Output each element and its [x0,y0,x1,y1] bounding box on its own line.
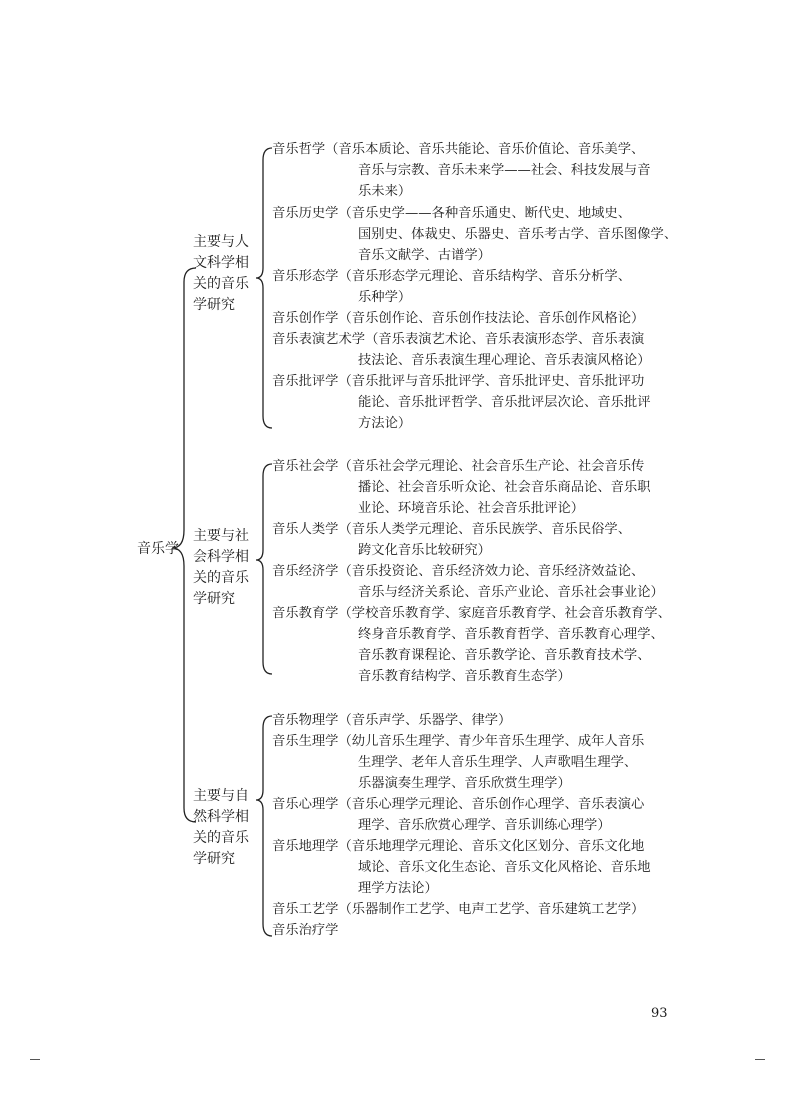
entry-music-psychology: 音乐心理学（音乐心理学元理论、音乐创作心理学、音乐表演心 理学、音乐欣赏心理学、音乐训练心理学） [272,797,645,833]
entry-music-education: 音乐教育学（学校音乐教育学、家庭音乐教育学、社会音乐教育学、 终身音乐教育学、音乐教育哲学、音乐教育心理学、 音乐教育课程论、音乐教学论、音乐教育技术学、 音乐教育结构学、音乐教育生态学） [272,606,671,684]
entry-music-anthropology: 音乐人类学（音乐人类学元理论、音乐民族学、音乐民俗学、 跨文化音乐比较研究） [272,522,632,558]
entry-music-criticism: 音乐批评学（音乐批评与音乐批评学、音乐批评史、音乐批评功 能论、音乐批评哲学、音乐批评层次论、音乐批评 方法论） [272,374,651,431]
category-natural-sciences: 主要与自 然科学相 关的音乐 学研究 [193,788,249,867]
entry-music-sociology: 音乐社会学（音乐社会学元理论、社会音乐生产论、社会音乐传 播论、社会音乐听众论、社会音乐商品论、音乐职 业论、环境音乐论、社会音乐批评论） [272,459,651,516]
entry-music-physiology: 音乐生理学（幼儿音乐生理学、青少年音乐生理学、成年人音乐 生理学、老年人音乐生理学、人声歌唱生理学、 乐器演奏生理学、音乐欣赏生理学） [272,734,645,791]
entry-music-morphology: 音乐形态学（音乐形态学元理论、音乐结构学、音乐分析学、 乐种学） [272,269,632,305]
entry-music-philosophy: 音乐哲学（音乐本质论、音乐共能论、音乐价值论、音乐美学、 音乐与宗教、音乐未来学——社会、科技发展与音 乐未来） [272,142,651,199]
entry-music-history: 音乐历史学（音乐史学——各种音乐通史、断代史、地域史、 国别史、体裁史、乐器史、音乐考古学、音乐图像学、 音乐文献学、古谱学） [272,206,678,263]
entry-music-economics: 音乐经济学（音乐投资论、音乐经济效力论、音乐经济效益论、 音乐与经济关系论、音乐产业论、音乐社会事业论） [272,564,664,600]
crop-mark-left [30,1059,40,1060]
page-number: 93 [651,1006,668,1021]
category-social-sciences: 主要与社 会科学相 关的音乐 学研究 [193,528,249,607]
crop-mark-right [755,1059,765,1060]
entry-music-performance: 音乐表演艺术学（音乐表演艺术论、音乐表演形态学、音乐表演 技法论、音乐表演生理心理论、音乐表演风格论） [272,332,651,368]
root-label: 音乐学 [137,541,179,557]
entry-music-geography: 音乐地理学（音乐地理学元理论、音乐文化区划分、音乐文化地 域论、音乐文化生态论、音乐文化风格论、音乐地 理学方法论） [272,839,651,896]
entry-music-therapy: 音乐治疗学 [272,923,339,938]
entry-music-composition: 音乐创作学（音乐创作论、音乐创作技法论、音乐创作风格论） [272,311,645,326]
entry-music-physics: 音乐物理学（音乐声学、乐器学、律学） [272,713,512,728]
entry-music-craft: 音乐工艺学（乐器制作工艺学、电声工艺学、音乐建筑工艺学） [272,902,645,917]
category-humanities: 主要与人 文科学相 关的音乐 学研究 [193,234,249,313]
